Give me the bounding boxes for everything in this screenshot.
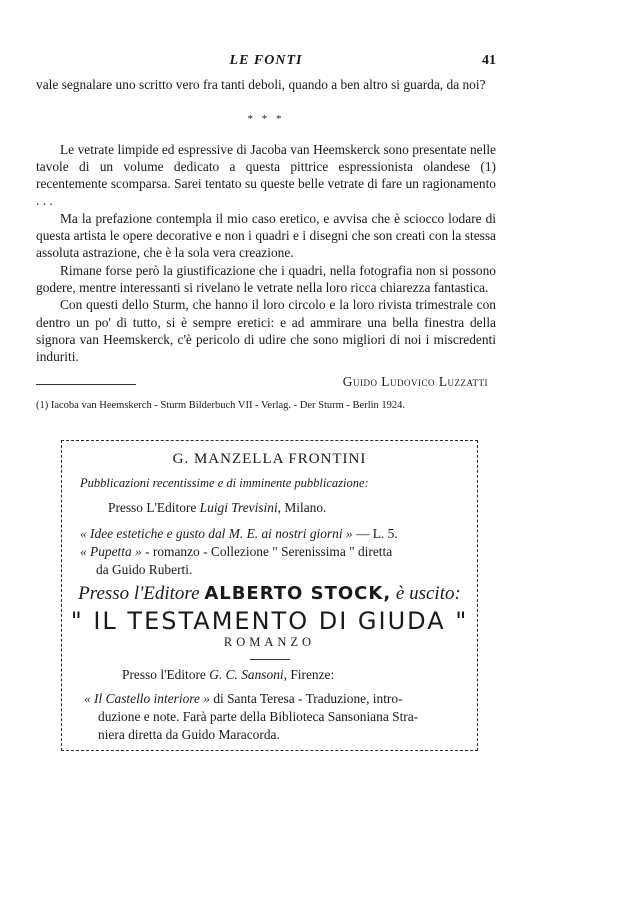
- publisher-name: G. C. Sansoni,: [209, 667, 287, 682]
- continuation-paragraph: vale segnalare uno scritto vero fra tanti deboli, quando a ben altro si guarda, da noi?: [36, 77, 486, 92]
- book-title: « Idee estetiche e gusto dal M. E. ai nostri giorni »: [80, 526, 353, 541]
- ad-genre: ROMANZO: [223, 635, 316, 649]
- ad-subtitle: Pubblicazioni recentissime e di imminente pubblicazione:: [80, 476, 369, 490]
- paragraph: Ma la prefazione contempla il mio caso eretico, e avvisa che è sciocco lodare di questa artista le opere decorative e non i quadri e i disegni che son creati con la stessa assoluta astrazione, che è la sola vera creazione.: [36, 210, 496, 261]
- section-separator: * * *: [247, 113, 285, 126]
- ad-book-1: [80, 526, 463, 542]
- paragraph: Le vetrate limpide ed espressive di Jacoba van Heemskerck sono presentate nelle tavole di un volume dedicato a questa pittrice espressionista olandese (1) recentemente scomparsa. Sarei tentato su queste belle vetrate di fare un ragionamento . . .: [36, 141, 496, 209]
- page-number: 41: [482, 53, 496, 68]
- book-details: di Santa Teresa - Traduzione, intro-: [209, 691, 403, 706]
- ad-featured-title: " IL TESTAMENTO DI GIUDA ": [70, 607, 469, 635]
- publisher-city: Milano.: [281, 500, 327, 515]
- publisher-name: Luigi Trevisini,: [199, 500, 282, 515]
- paragraph: Con questi dello Sturm, che hanno il loro circolo e la loro rivista trimestrale con dentro un po' di tutto, si è sempre eretici: e ad ammirare una bella finestra della signora van Heemskerck, c'è pericolo di udire che sono migliori di noi i miscredenti induriti.: [36, 297, 496, 365]
- ad-book-2: [80, 544, 463, 560]
- ad-author: G. MANZELLA FRONTINI: [172, 451, 367, 467]
- ad-divider: [250, 659, 290, 660]
- publisher-prefix: Presso l'Editore: [122, 667, 210, 682]
- ad-publisher-1: [108, 500, 463, 516]
- article-body: [36, 76, 496, 391]
- ad-book-3-cont: duzione e note. Farà parte della Biblioteca Sansoniana Stra-: [98, 709, 419, 724]
- book-details: - romanzo - Collezione " Serenissima " diretta: [141, 544, 393, 559]
- stock-publisher-name: ALBERTO STOCK,: [204, 583, 392, 604]
- page-header: [36, 53, 496, 73]
- paragraph: Rimane forse però la giustificazione che i quadri, nella fotografia non si possono godere, mentre interessanti si rivelano le vetrate nella loro ricca chiarezza fantastica.: [36, 262, 496, 295]
- publisher-prefix: Presso L'Editore: [108, 500, 200, 515]
- ad-book-3-cont: niera diretta da Guido Maracorda.: [98, 727, 280, 742]
- book-title: « Pupetta »: [80, 544, 142, 559]
- stock-suffix: è uscito:: [391, 583, 461, 604]
- ad-book-2-cont: da Guido Ruberti.: [96, 562, 193, 577]
- ad-stock-heading: [62, 583, 477, 605]
- ad-publisher-3: [122, 667, 463, 683]
- book-title: « Il Castello interiore »: [84, 691, 210, 706]
- advertisement-box: [61, 440, 478, 751]
- footnote-rule: [36, 384, 136, 385]
- footnote: (1) Iacoba van Heemskerch - Sturm Bilderbuch VII - Verlag. - Der Sturm - Berlin 1924.: [36, 400, 406, 411]
- book-price: — L. 5.: [352, 526, 398, 541]
- ad-book-3: [84, 691, 463, 707]
- running-title: LE FONTI: [229, 53, 303, 68]
- author-signature: Guido Ludovico Luzzatti: [342, 374, 488, 390]
- publisher-city: Firenze:: [286, 667, 335, 682]
- stock-prefix: Presso l'Editore: [78, 583, 205, 604]
